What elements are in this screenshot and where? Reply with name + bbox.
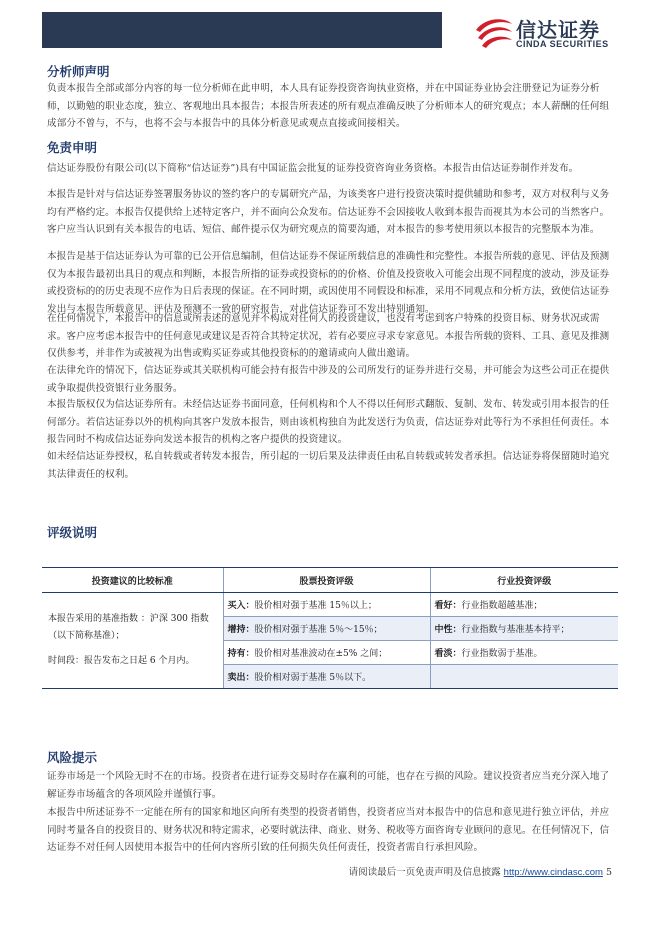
rating-table xyxy=(42,568,618,689)
header-industry-rating: 行业投资评级 xyxy=(430,568,618,593)
industry-rating-desc: 行业指数超越基准； xyxy=(461,601,543,611)
basis-cell xyxy=(42,593,223,689)
disclaimer-paragraph: 本报告版权仅为信达证券所有。未经信达证券书面同意，任何机构和个人不得以任何形式翻版、复制、发布、转发或引用本报告的任何部分。若信达证券以外的机构向其客户发放本报告，则由该机构独自为此发送行为负责，信达证券对此等行为不承担任何责任。本报告同时不构成信达证券向发送本报告的机构之客户提供的投资建议。 xyxy=(47,399,610,445)
analyst-statement-title: 分析师声明 xyxy=(47,64,110,79)
industry-rating-label: 看淡： xyxy=(434,649,462,659)
logo-english-text: CINDA SECURITIES xyxy=(516,39,609,49)
logo-swoosh-icon xyxy=(474,14,514,50)
stock-rating-cell xyxy=(223,641,430,665)
disclaimer-paragraph: 在法律允许的情况下，信达证券或其关联机构可能会持有报告中涉及的公司所发行的证券并进行交易，并可能会为这些公司正在提供或争取提供投资银行业务服务。 xyxy=(47,365,610,394)
disclaimer-paragraph: 在任何情况下，本报告中的信息或所表述的意见并不构成对任何人的投资建议，也没有考虑到客户特殊的投资目标、财务状况或需求。客户应考虑本报告中的任何意见或建议是否符合其特定状况，若有必要应寻求专家意见。本报告所载的资料、工具、意见及推测仅供参考，并非作为或被视为出售或购买证券或其他投资标的的邀请或向人做出邀请。 xyxy=(47,313,610,359)
disclaimer-paragraph: 本报告是针对与信达证券签署服务协议的签约客户的专属研究产品，为该类客户进行投资决策时提供辅助和参考，双方对权利与义务均有严格约定。本报告仅提供给上述特定客户，并不面向公众发布。信达证券不会因接收人收到本报告而视其为本公司的当然客户。客户应当认识到有关本报告的电话、短信、邮件提示仅为研究观点的简要沟通，对本报告的参考使用须以本报告的完整版本为准。 xyxy=(47,189,610,235)
stock-rating-desc: 股价相对基准波动在±5% 之间； xyxy=(254,649,388,659)
stock-rating-label: 增持： xyxy=(227,625,255,635)
disclaimer-paragraph: 本报告是基于信达证券认为可靠的已公开信息编制，但信达证券不保证所载信息的准确性和完整性。本报告所载的意见、评估及预测仅为本报告最初出具日的观点和判断，本报告所指的证券或投资标的的价格、价值及投资收入可能会出现不同程度的波动，涉及证券或投资标的的历史表现不应作为日后表现的保证。在不同时期，或因使用不同假设和标准，采用不同观点和分析方法，致使信达证券发出与本报告所载意见、评估及预测不一致的研究报告，对此信达证券可不发出特别通知。 xyxy=(47,251,610,315)
stock-rating-label: 持有： xyxy=(227,649,255,659)
industry-rating-cell xyxy=(430,641,618,665)
table-row xyxy=(42,593,618,617)
disclaimer-title: 免责申明 xyxy=(47,140,98,155)
page-footer xyxy=(349,864,612,878)
stock-rating-cell xyxy=(223,665,430,689)
industry-rating-desc: 行业指数与基准基本持平； xyxy=(461,625,570,635)
header-bar xyxy=(42,12,442,48)
header-stock-rating: 股票投资评级 xyxy=(223,568,430,593)
company-logo xyxy=(474,14,644,50)
industry-rating-cell xyxy=(430,593,618,617)
stock-rating-cell xyxy=(223,593,430,617)
analyst-paragraph: 负责本报告全部或部分内容的每一位分析师在此申明，本人具有证券投资咨询执业资格，并在中国证券业协会注册登记为证券分析师，以勤勉的职业态度，独立、客观地出具本报告；本报告所表述的所有观点准确反映了分析师本人的研究观点；本人薪酬的任何组成部分不曾与，不与，也将不会与本报告中的具体分析意见或观点直接或间接相关。 xyxy=(47,83,610,129)
stock-rating-label: 买入： xyxy=(227,601,255,611)
risk-paragraph: 本报告中所述证券不一定能在所有的国家和地区向所有类型的投资者销售，投资者应当对本报告中的信息和意见进行独立评估，并应同时考量各自的投资目的、财务状况和特定需求，必要时就法律、商业、财务、税收等方面咨询专业顾问的意见。在任何情况下，信达证券不对任何人因使用本报告中的任何内容所引致的任何损失负任何责任，投资者需自行承担风险。 xyxy=(47,807,610,853)
logo-chinese-text: 信达证券 xyxy=(516,18,600,42)
risk-paragraph: 证券市场是一个风险无时不在的市场。投资者在进行证券交易时存在赢利的可能，也存在亏损的风险。建议投资者应当充分深入地了解证券市场蕴含的各项风险并谨慎行事。 xyxy=(47,771,610,800)
stock-rating-desc: 股价相对强于基准 15％以上； xyxy=(254,601,377,611)
stock-rating-desc: 股价相对弱于基准 5％以下。 xyxy=(254,673,372,683)
stock-rating-desc: 股价相对强于基准 5％～15％； xyxy=(254,625,383,635)
page-number: 5 xyxy=(605,867,612,878)
table-header-row xyxy=(42,568,618,593)
basis-index-line: 本报告采用的基准指数 ：沪深 300 指数（以下简称基准）； xyxy=(48,614,209,641)
industry-rating-cell xyxy=(430,665,618,689)
stock-rating-cell xyxy=(223,617,430,641)
industry-rating-cell xyxy=(430,617,618,641)
industry-rating-label: 中性： xyxy=(434,625,462,635)
disclaimer-paragraph: 信达证券股份有限公司(以下简称“信达证券”)具有中国证监会批复的证券投资咨询业务资格。本报告由信达证券制作并发布。 xyxy=(47,163,579,174)
disclaimer-paragraph: 如未经信达证券授权，私自转载或者转发本报告，所引起的一切后果及法律责任由私自转载或转发者承担。信达证券将保留随时追究其法律责任的权利。 xyxy=(47,451,610,480)
footer-url-link[interactable]: http://www.cindasc.com xyxy=(503,867,603,878)
rating-title: 评级说明 xyxy=(47,525,98,540)
industry-rating-desc: 行业指数弱于基准。 xyxy=(461,649,543,659)
risk-title: 风险提示 xyxy=(47,750,98,765)
footer-note: 请阅读最后一页免责声明及信息披露 xyxy=(348,867,504,878)
stock-rating-label: 卖出： xyxy=(227,673,255,683)
basis-period-line: 时间段：报告发布之日起 6 个月内。 xyxy=(48,656,195,666)
header-basis: 投资建议的比较标准 xyxy=(42,568,223,593)
industry-rating-label: 看好： xyxy=(434,601,462,611)
